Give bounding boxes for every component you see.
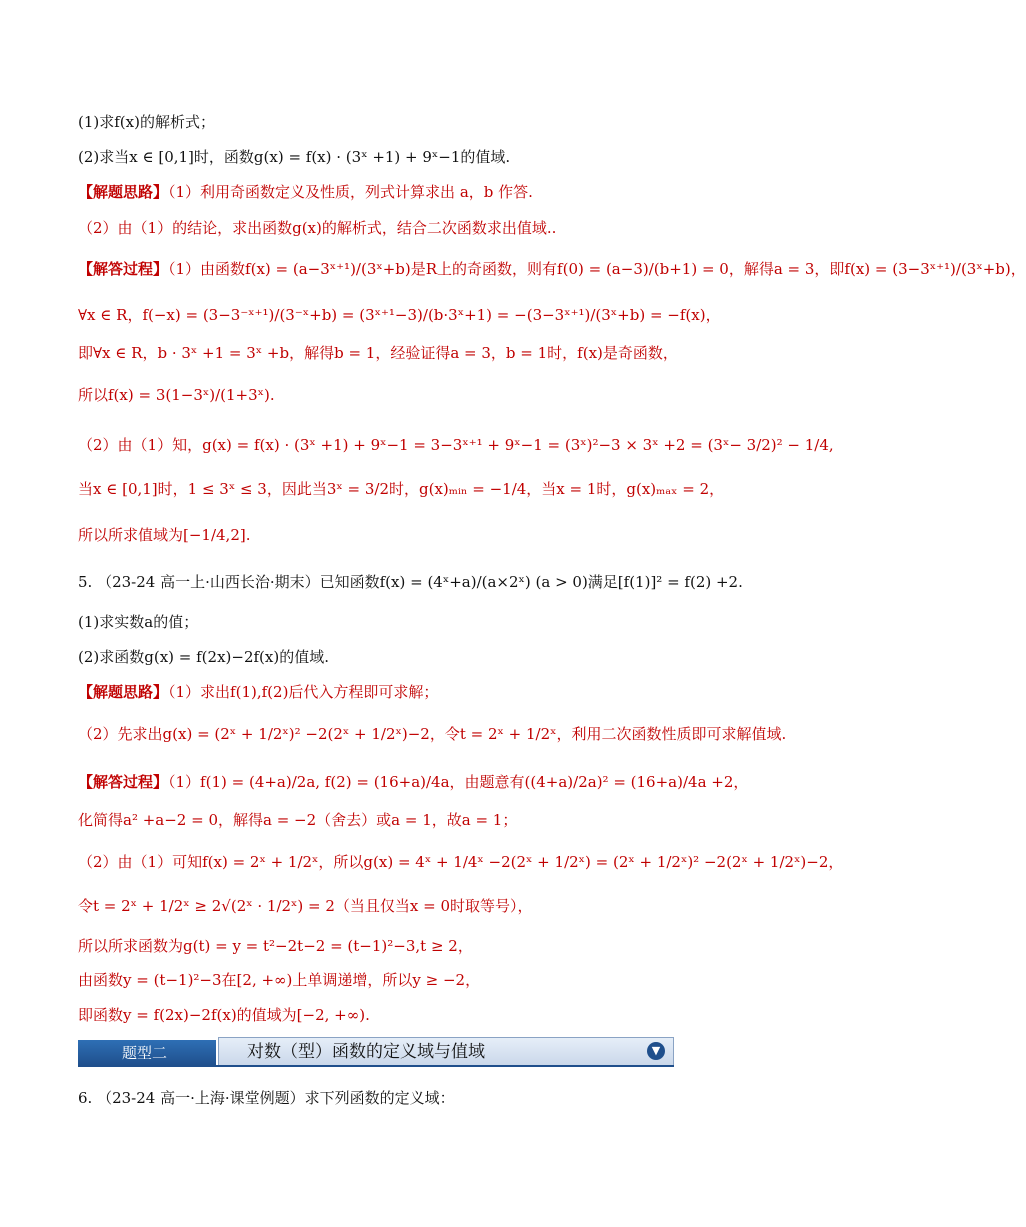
text-line (78, 1004, 370, 1026)
line-text: （1）由函数f(x) = (a−3ˣ⁺¹)/(3ˣ+b)是R上的奇函数，则有f(0) = (a−3)/(b+1) = 0，解得a = 3，即f(x) = (3−3ˣ⁺¹)/(3ˣ+b)， (168, 260, 1026, 278)
text-line (78, 258, 1026, 280)
text-line (78, 524, 251, 546)
text-line (78, 935, 473, 957)
line-text: （1）利用奇函数定义及性质，列式计算求出 a，b 作答. (168, 183, 533, 201)
text-line (78, 434, 834, 456)
line-text: （2）由（1）可知f(x) = 2ˣ + 1/2ˣ，所以g(x) = 4ˣ + 1/4ˣ −2(2ˣ + 1/2ˣ) = (2ˣ + 1/2ˣ)² −2(2ˣ + 1/2ˣ)−2， (78, 853, 844, 871)
text-line (78, 571, 743, 593)
banner-divider (78, 1065, 674, 1067)
text-line (78, 646, 329, 668)
line-text: （2）先求出g(x) = (2ˣ + 1/2ˣ)² −2(2ˣ + 1/2ˣ)−2，令t = 2ˣ + 1/2ˣ，利用二次函数性质即可求解值域. (78, 725, 787, 743)
text-line (78, 771, 748, 793)
line-text: (1)求实数a的值； (78, 613, 199, 631)
section-tag: 【解题思路】 (78, 683, 169, 701)
line-text: 所以所求函数为g(t) = y = t²−2t−2 = (t−1)²−3,t ≥ 2， (78, 937, 473, 955)
section-type-label: 题型二 (78, 1040, 216, 1066)
section-tag: 【解答过程】 (78, 773, 169, 791)
text-line (78, 895, 533, 917)
line-text: （2）由（1）的结论，求出函数g(x)的解析式，结合二次函数求出值域.. (78, 219, 557, 237)
line-text: （1）求出f(1),f(2)后代入方程即可求解； (168, 683, 439, 701)
text-line (78, 111, 215, 133)
text-line (78, 851, 843, 873)
section-tag: 【解答过程】 (78, 260, 169, 278)
line-text: 即∀x ∈ R，b · 3ˣ +1 = 3ˣ +b，解得b = 1，经验证得a = 3，b = 1时，f(x)是奇函数， (78, 344, 678, 362)
line-text: （2）由（1）知，g(x) = f(x) · (3ˣ +1) + 9ˣ−1 = 3−3ˣ⁺¹ + 9ˣ−1 = (3ˣ)²−3 × 3ˣ +2 = (3ˣ− 3/2)² − 1/4, (78, 436, 834, 454)
section-title-text: 对数（型）函数的定义域与值域 (247, 1042, 485, 1062)
line-text: 即函数y = f(2x)−2f(x)的值域为[−2, +∞). (78, 1006, 370, 1024)
text-line (78, 478, 724, 500)
line-text: 令t = 2ˣ + 1/2ˣ ≥ 2√(2ˣ · 1/2ˣ) = 2（当且仅当x = 0时取等号）， (78, 897, 533, 915)
text-line (78, 146, 510, 168)
line-text: 5. （23-24 高一上·山西长治·期末）已知函数f(x) = (4ˣ+a)/(a×2ˣ) (a > 0)满足[f(1)]² = f(2) +2. (78, 573, 743, 591)
line-text: ∀x ∈ R，f(−x) = (3−3⁻ˣ⁺¹)/(3⁻ˣ+b) = (3ˣ⁺¹−3)/(b·3ˣ+1) = −(3−3ˣ⁺¹)/(3ˣ+b) = −f(x)， (78, 306, 721, 324)
text-line (78, 181, 533, 203)
text-line (78, 809, 517, 831)
line-text: 所以f(x) = 3(1−3ˣ)/(1+3ˣ). (78, 386, 275, 404)
line-text: 当x ∈ [0,1]时，1 ≤ 3ˣ ≤ 3，因此当3ˣ = 3/2时，g(x)ₘᵢₙ = −1/4，当x = 1时，g(x)ₘₐₓ = 2， (78, 480, 725, 498)
section-title (218, 1037, 674, 1067)
line-text: 由函数y = (t−1)²−3在[2, +∞)上单调递增，所以y ≥ −2， (78, 971, 481, 989)
text-line (78, 217, 556, 239)
line-text: （1）f(1) = (4+a)/2a, f(2) = (16+a)/4a，由题意有((4+a)/2a)² = (16+a)/4a +2， (168, 773, 749, 791)
text-line (78, 969, 480, 991)
text-line (78, 304, 721, 326)
chevron-down-icon[interactable]: ▼ (647, 1042, 665, 1060)
text-line (78, 384, 275, 406)
section-tag: 【解题思路】 (78, 183, 169, 201)
section-banner (78, 1037, 674, 1067)
text-line (78, 723, 786, 745)
line-text: (1)求f(x)的解析式； (78, 113, 215, 131)
line-text: 所以所求值域为[−1/4,2]. (78, 526, 251, 544)
line-text: (2)求当x ∈ [0,1]时，函数g(x) = f(x) · (3ˣ +1) + 9ˣ−1的值域. (78, 148, 511, 166)
text-line (78, 611, 198, 633)
text-line (78, 681, 438, 703)
line-text: (2)求函数g(x) = f(2x)−2f(x)的值域. (78, 648, 329, 666)
line-text: 化简得a² +a−2 = 0，解得a = −2（舍去）或a = 1，故a = 1； (78, 811, 518, 829)
line-text: 6. （23-24 高一·上海·课堂例题）求下列函数的定义域： (78, 1089, 455, 1107)
text-line (78, 342, 678, 364)
text-line (78, 1087, 455, 1109)
